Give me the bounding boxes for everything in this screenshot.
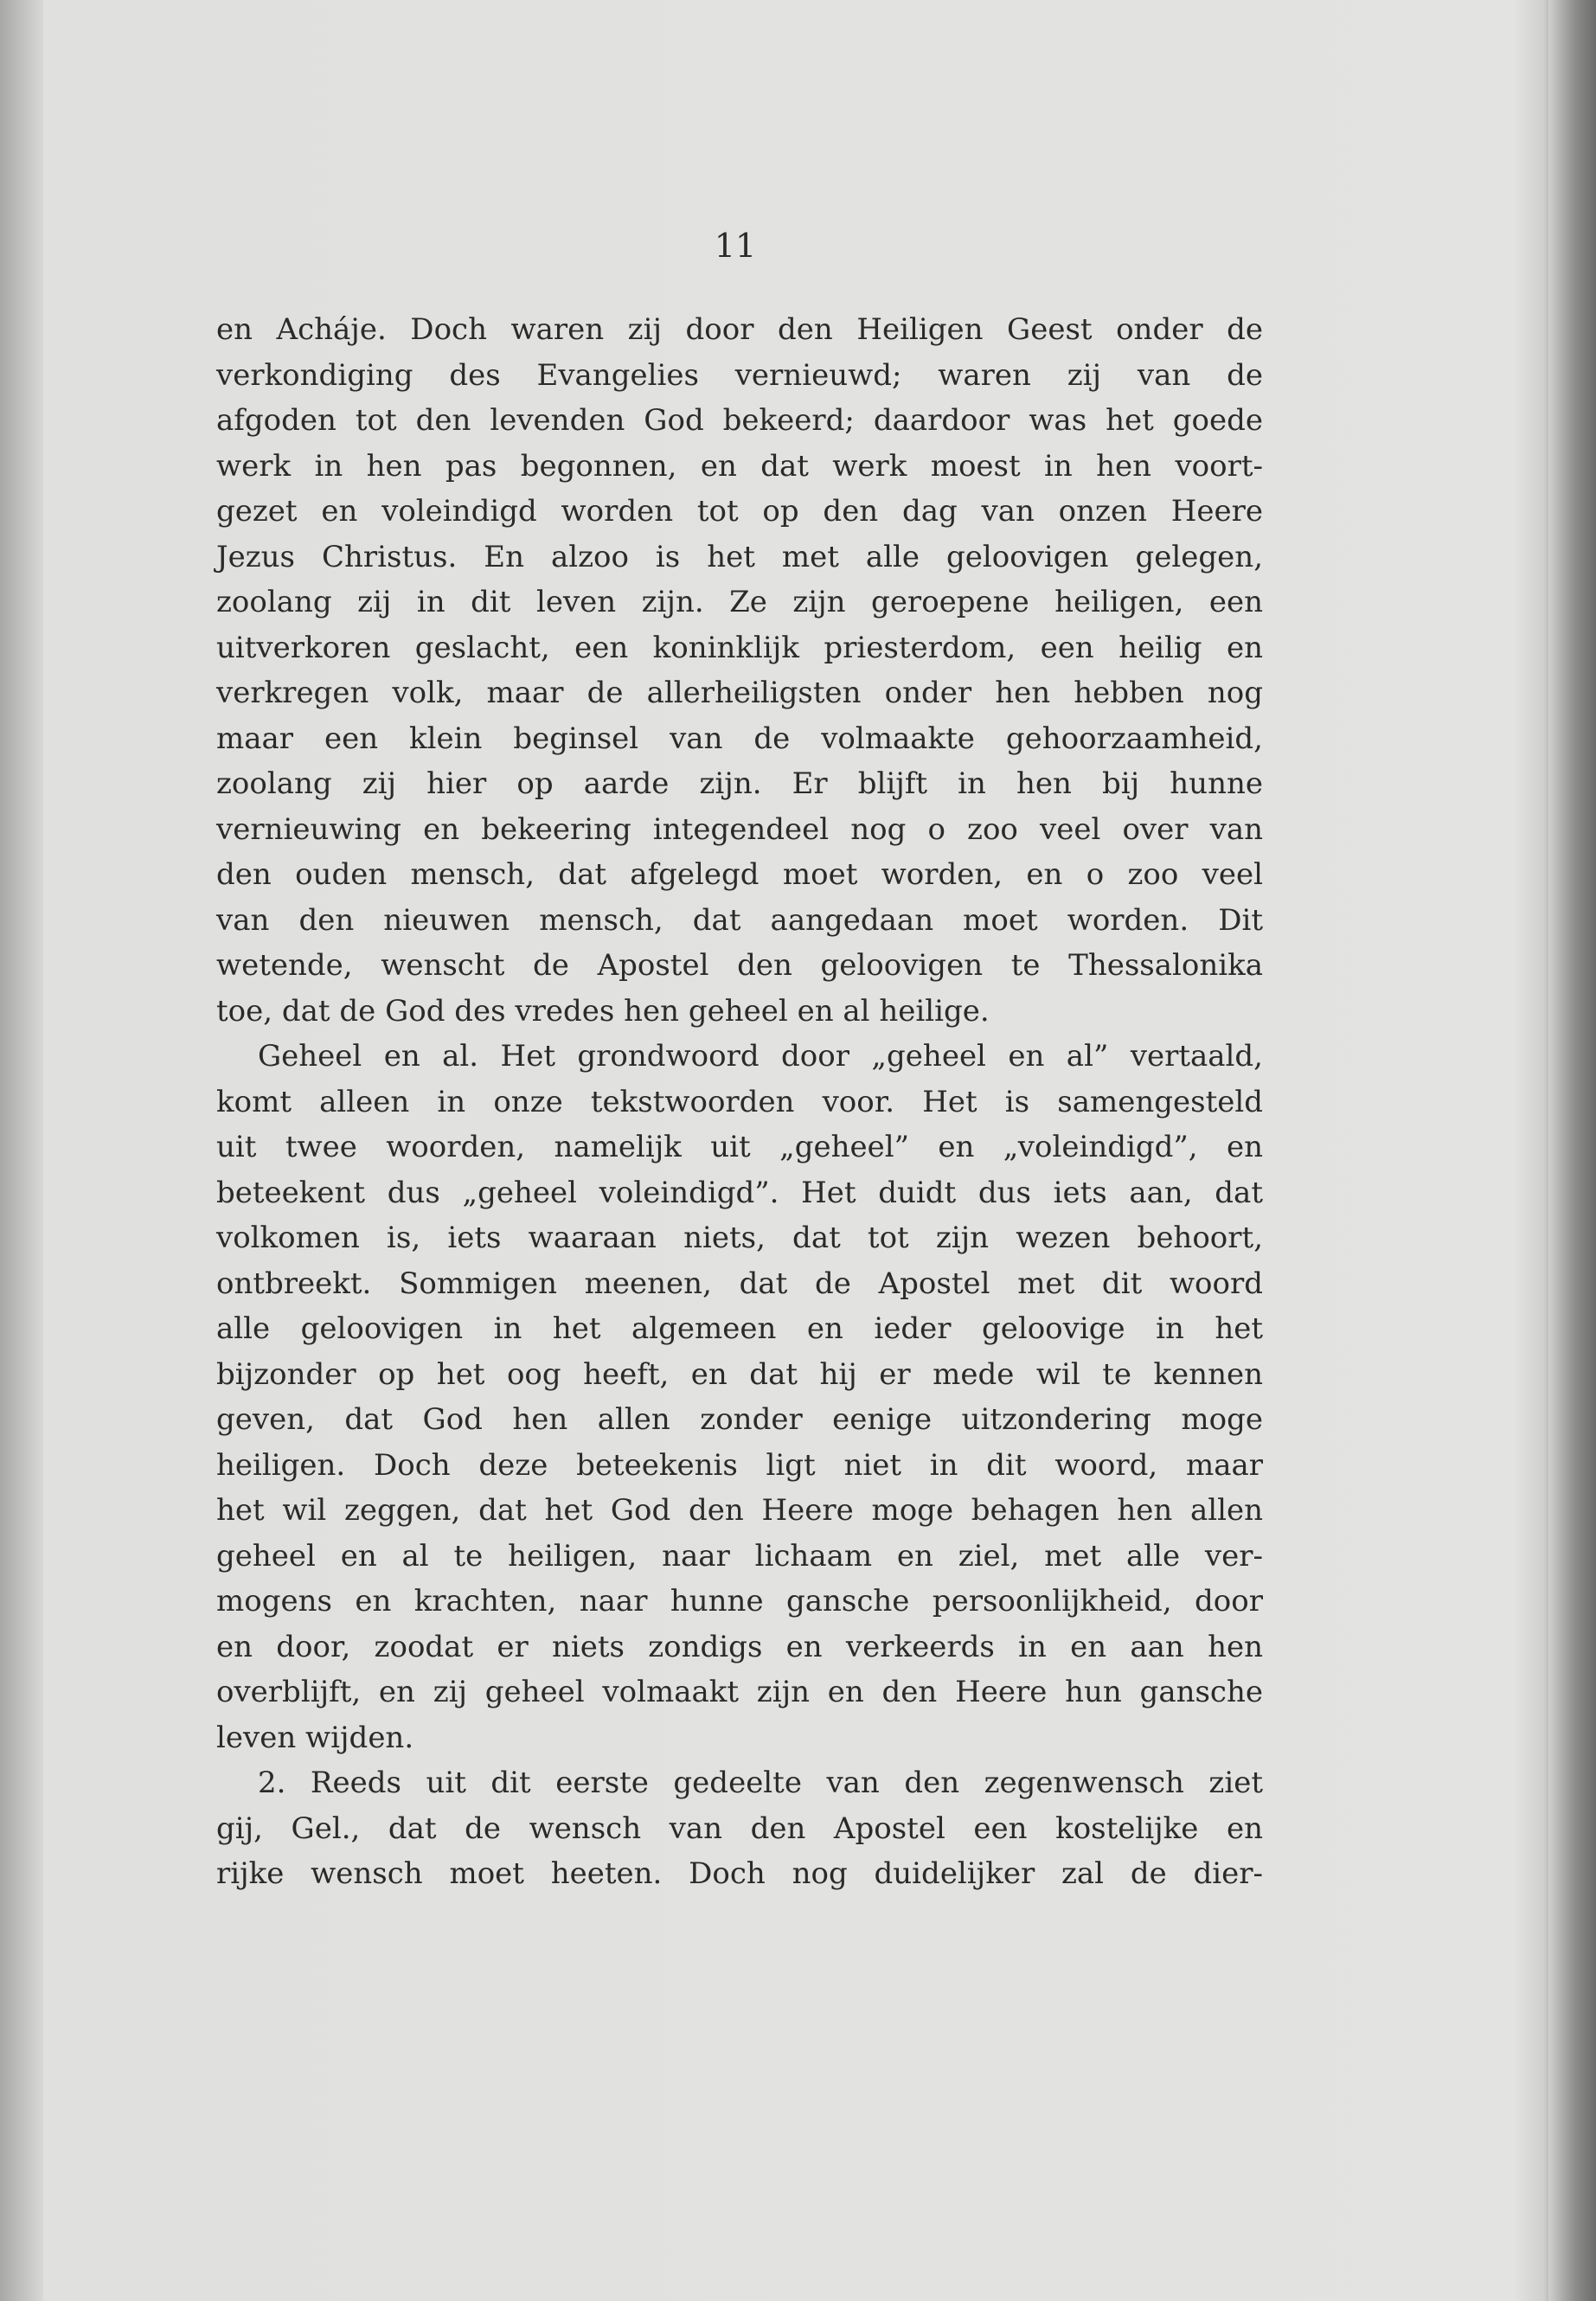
text-line: Geheel en al. Het grondwoord door „geheel en al” vertaald, (258, 1039, 1263, 1074)
page-left-edge-shadow (0, 0, 43, 2301)
text-line: heiligen. Doch deze beteekenis ligt niet in dit woord, maar (216, 1447, 1263, 1483)
text-line: komt alleen in onze tekstwoorden voor. Het is samengesteld (216, 1084, 1263, 1119)
text-line: mogens en krachten, naar hunne gansche persoonlijkheid, door (216, 1584, 1263, 1618)
text-line: zoolang zij hier op aarde zijn. Er blijft in hen bij hunne (216, 766, 1263, 801)
text-line: uitverkoren geslacht, een koninklijk priesterdom, een heilig en (216, 630, 1263, 665)
text-line: verkondiging des Evangelies vernieuwd; waren zij van de (216, 357, 1263, 393)
text-line: het wil zeggen, dat het God den Heere moge behagen hen allen (216, 1493, 1263, 1528)
text-line: rijke wensch moet heeten. Doch nog duidelijker zal de dier- (216, 1856, 1263, 1891)
text-line: verkregen volk, maar de allerheiligsten onder hen hebben nog (216, 676, 1263, 710)
text-line: ontbreekt. Sommigen meenen, dat de Apostel met dit woord (216, 1266, 1263, 1301)
text-line: geheel en al te heiligen, naar lichaam en ziel, met alle ver- (216, 1538, 1263, 1574)
text-line: gezet en voleindigd worden tot op den dag van onzen Heere (216, 494, 1263, 529)
text-line: uit twee woorden, namelijk uit „geheel” en „voleindigd”, en (216, 1130, 1263, 1164)
text-line: van den nieuwen mensch, dat aangedaan moet worden. Dit (216, 902, 1263, 938)
text-line: Jezus Christus. En alzoo is het met alle geloovigen gelegen, (216, 539, 1263, 574)
text-line: beteekent dus „geheel voleindigd”. Het duidt dus iets aan, dat (216, 1175, 1263, 1210)
text-line: zoolang zij in dit leven zijn. Ze zijn geroepene heiligen, een (216, 585, 1263, 619)
text-line: toe, dat de God des vredes hen geheel en al heilige. (216, 993, 990, 1029)
text-line: wetende, wenscht de Apostel den geloovigen te Thessalonika (216, 948, 1263, 983)
text-line: en door, zoodat er niets zondigs en verkeerds in en aan hen (216, 1629, 1263, 1664)
text-line: bijzonder op het oog heeft, en dat hij er mede wil te kennen (216, 1356, 1263, 1392)
text-line: leven wijden. (216, 1720, 414, 1755)
text-line: maar een klein beginsel van de volmaakte gehoorzaamheid, (216, 721, 1263, 756)
text-line: alle geloovigen in het algemeen en ieder geloovige in het (216, 1311, 1263, 1346)
text-line: werk in hen pas begonnen, en dat werk moest in hen voort- (216, 448, 1263, 484)
text-line: overblijft, en zij geheel volmaakt zijn en den Heere hun gansche (216, 1675, 1263, 1709)
text-line: 2. Reeds uit dit eerste gedeelte van den zegenwensch ziet (258, 1766, 1263, 1800)
text-line: den ouden mensch, dat afgelegd moet worden, en o zoo veel (216, 857, 1263, 892)
page-right-edge-shadow (1548, 0, 1596, 2301)
text-line: gij, Gel., dat de wensch van den Apostel een kostelijke en (216, 1811, 1263, 1846)
text-line: geven, dat God hen allen zonder eenige uitzondering moge (216, 1402, 1263, 1437)
text-line: en Acháje. Doch waren zij door den Heiligen Geest onder de (216, 312, 1263, 347)
text-line: vernieuwing en bekeering integendeel nog o zoo veel over van (216, 811, 1263, 847)
page-number: 11 (714, 227, 757, 265)
text-line: volkomen is, iets waaraan niets, dat tot zijn wezen behoort, (216, 1221, 1263, 1255)
body-text (216, 307, 1263, 1897)
text-line: afgoden tot den levenden God bekeerd; daardoor was het goede (216, 403, 1263, 438)
